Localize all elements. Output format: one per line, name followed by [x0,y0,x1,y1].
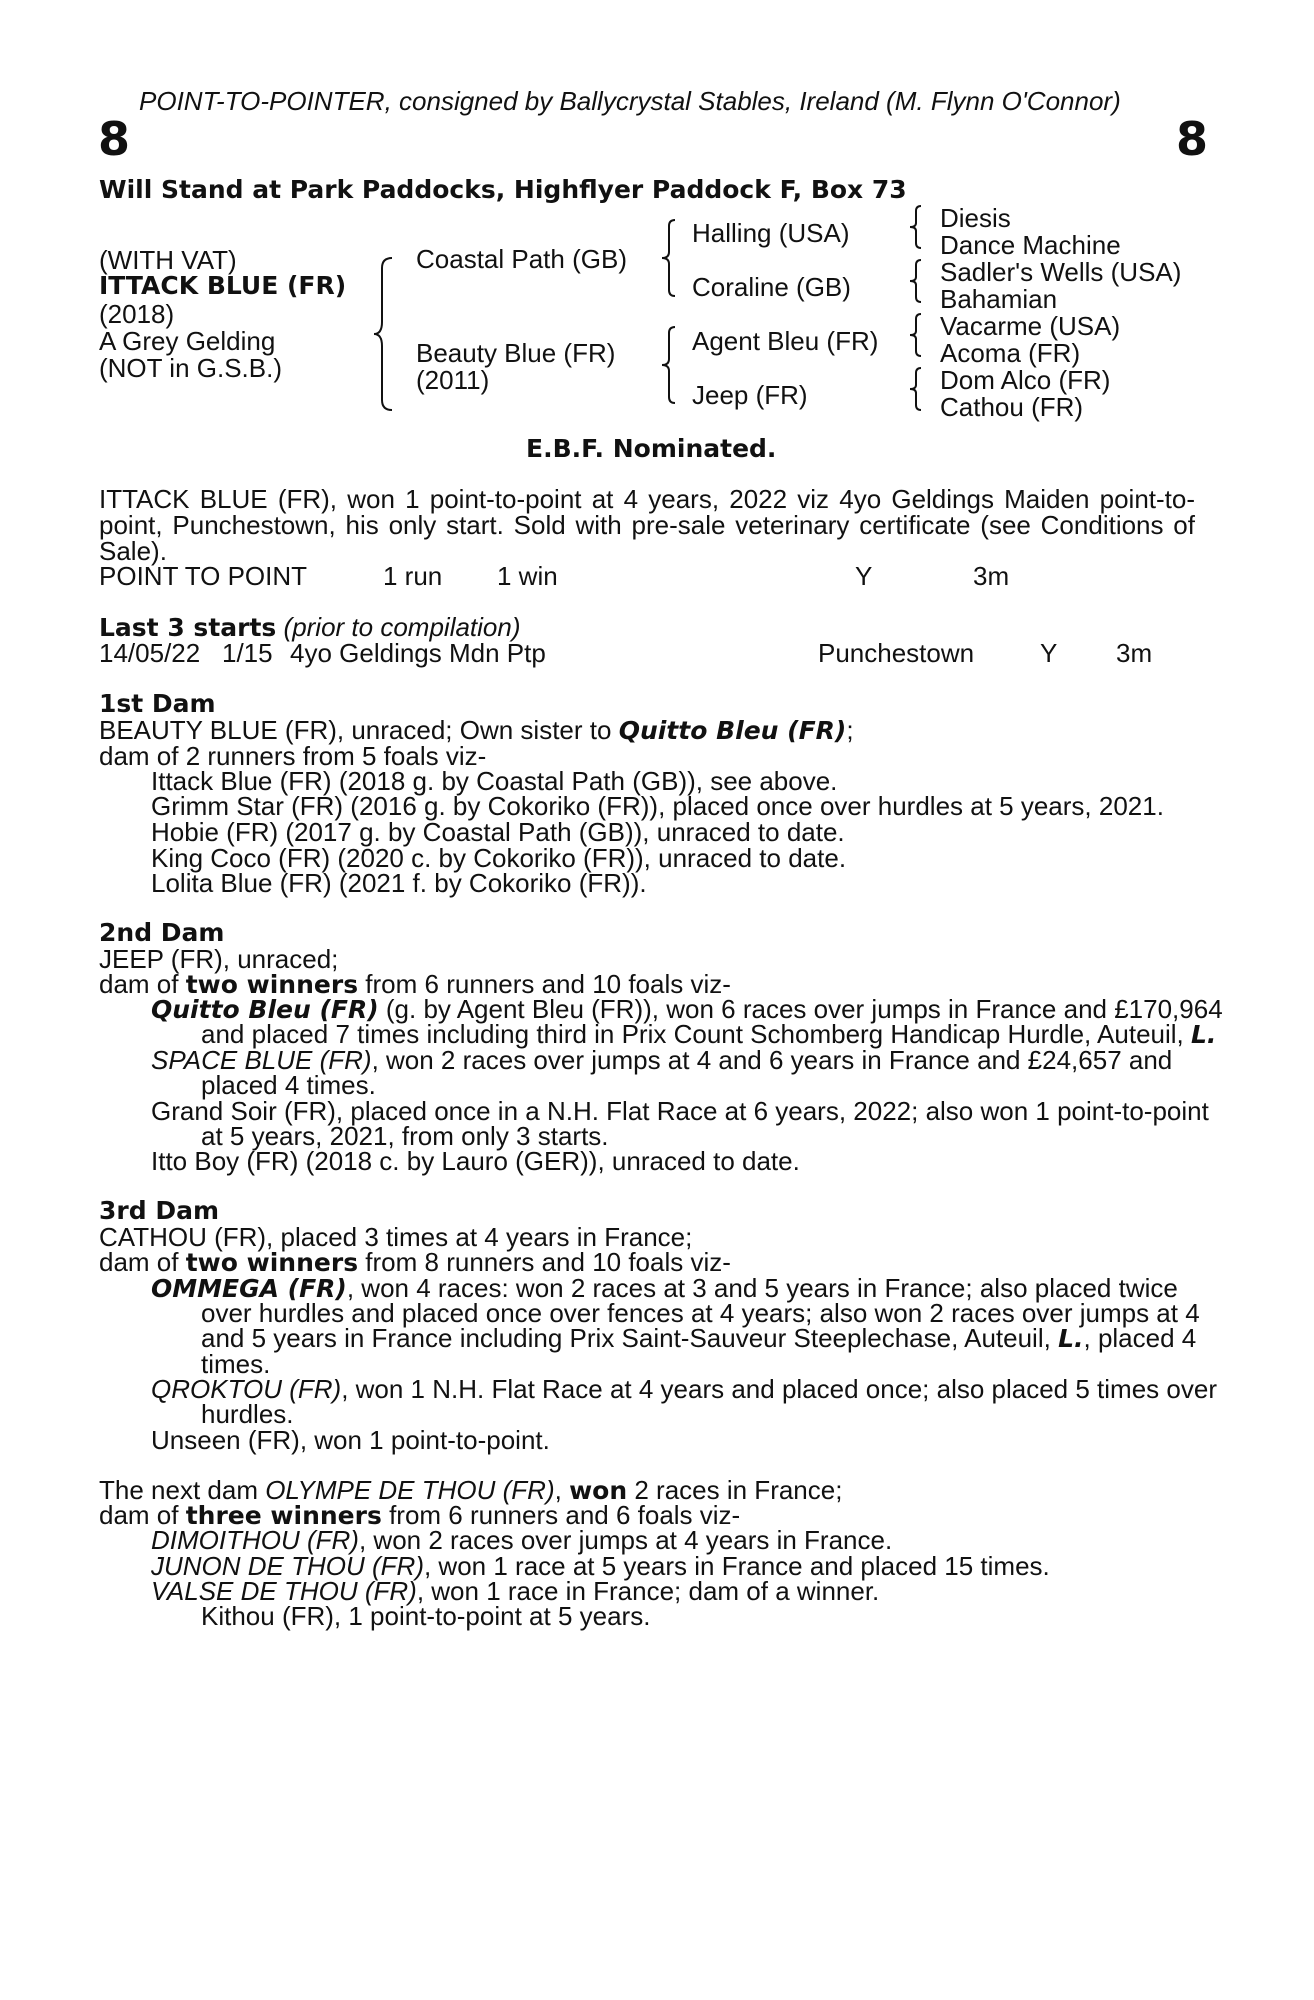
progeny-name: SPACE BLUE (FR) [151,1045,372,1075]
progeny-text: , won 1 N.H. Flat Race at 4 years and placed once; also placed 5 times over [341,1374,1217,1404]
progeny-name: VALSE DE THOU (FR) [151,1576,417,1606]
pedigree-brace-g3-3 [908,312,924,358]
progeny-text-tail: , placed 4 [1083,1323,1197,1353]
first-dam-progeny-1: Ittack Blue (FR) (2018 g. by Coastal Path (GB)), see above. [151,766,838,796]
last-starts-heading [99,614,521,641]
g3-4: Bahamian [940,284,1058,314]
pedigree-brace-g3-2 [908,258,924,304]
third-dam-progeny-1-line4: times. [201,1349,271,1379]
record-distance: 3m [973,561,1010,591]
next-dam-line1-c: , [554,1475,570,1505]
dam-year: (2011) [416,365,490,395]
start-date: 14/05/22 [99,638,201,668]
third-dam-line2 [99,1249,731,1276]
start-distance: 3m [1116,638,1153,668]
first-dam-sister-link: Quitto Bleu (FR) [618,716,847,745]
horse-description: A Grey Gelding [99,326,276,356]
second-dam-progeny-3: Grand Soir (FR), placed once in a N.H. Flat Race at 6 years, 2022; also won 1 point-to-point [151,1096,1209,1126]
first-dam-line1 [99,717,854,744]
third-dam-line2-c: from 8 runners and 10 foals viz- [358,1247,731,1277]
dam-sire: Agent Bleu (FR) [692,326,879,356]
sire-dam: Coraline (GB) [692,272,851,302]
g3-5: Vacarme (USA) [940,311,1121,341]
race-summary: ITTACK BLUE (FR), won 1 point-to-point at 4 years, 2022 viz 4yo Geldings Maiden point-to-point, Punchestown, his only start. Sold with pre-sale veterinary certificate (see Conditions of Sale). [99,484,1195,566]
progeny-text: (g. by Agent Bleu (FR)), won 6 races over jumps in France and £170,964 [378,994,1223,1024]
g3-1: Diesis [940,203,1011,233]
progeny-text: , won 2 races over jumps at 4 and 6 years in France and £24,657 and [371,1045,1173,1075]
second-dam-line1: JEEP (FR), unraced; [99,944,339,974]
progeny-name: JUNON DE THOU (FR) [151,1551,424,1581]
last-starts-note: (prior to compilation) [283,612,521,642]
progeny-text: , won 2 races over jumps at 4 years in France. [358,1525,893,1555]
first-dam-line2: dam of 2 runners from 5 foals viz- [99,741,487,771]
progeny-name: Quitto Bleu (FR) [151,995,379,1024]
listed-grade: L. [1191,1020,1217,1049]
gsb-note: (NOT in G.S.B.) [99,353,282,383]
lot-number-left: 8 [98,112,131,166]
sire-sire: Halling (USA) [692,218,850,248]
first-dam-title: 1st Dam [99,689,216,718]
first-dam-line1-text: BEAUTY BLUE (FR), unraced; Own sister to [99,715,619,745]
next-dam-line2-c: from 6 runners and 6 foals viz- [381,1500,741,1530]
start-position: 1/15 [222,638,273,668]
first-dam-line1-end: ; [846,715,854,745]
first-dam-progeny-4: King Coco (FR) (2020 c. by Cokoriko (FR)), unraced to date. [151,843,847,873]
lot-number-right: 8 [1176,112,1209,166]
horse-name: ITTACK BLUE (FR) [99,271,347,300]
next-dam-line2-a: dam of [99,1500,186,1530]
record-going: Y [855,561,873,591]
dam-name: Beauty Blue (FR) [416,338,616,368]
second-dam-winners: two winners [185,970,359,999]
next-dam-won: won [569,1476,628,1505]
g3-8: Cathou (FR) [940,392,1084,422]
last-starts-title: Last 3 starts [99,613,277,642]
third-dam-line2-a: dam of [99,1247,186,1277]
g3-7: Dom Alco (FR) [940,365,1111,395]
start-race: 4yo Geldings Mdn Ptp [290,638,546,668]
pedigree-brace-dam [660,325,678,405]
progeny-name: QROKTOU (FR) [151,1374,342,1404]
third-dam-progeny-3: Unseen (FR), won 1 point-to-point. [151,1425,550,1455]
second-dam-progeny-4: Itto Boy (FR) (2018 c. by Lauro (GER)), unraced to date. [151,1146,800,1176]
ebf-nominated: E.B.F. Nominated. [526,434,777,463]
pedigree-brace-g3-1 [908,204,924,250]
first-dam-progeny-3: Hobie (FR) (2017 g. by Coastal Path (GB)), unraced to date. [151,817,845,847]
third-dam-title: 3rd Dam [99,1196,219,1225]
next-dam-name: OLYMPE DE THOU (FR) [265,1475,555,1505]
third-dam-line1: CATHOU (FR), placed 3 times at 4 years in France; [99,1222,693,1252]
pedigree-brace-sire [660,218,678,298]
next-dam-winners: three winners [185,1501,382,1530]
third-dam-progeny-2-cont: hurdles. [201,1399,294,1429]
second-dam-progeny-2-cont: placed 4 times. [201,1070,376,1100]
next-dam-line1-e: 2 races in France; [627,1475,843,1505]
first-dam-progeny-2: Grimm Star (FR) (2016 g. by Cokoriko (FR)), placed once over hurdles at 5 years, 2021. [151,791,1164,821]
second-dam-line2-a: dam of [99,969,186,999]
progeny-text: , won 1 race at 5 years in France and placed 15 times. [423,1551,1050,1581]
next-dam-progeny-1 [151,1527,892,1553]
vat-note: (WITH VAT) [99,245,237,275]
third-dam-progeny-1-line2: over hurdles and placed once over fences at 4 years; also won 2 races over jumps at 4 [201,1298,1200,1328]
third-dam-progeny-2 [151,1376,1217,1402]
progeny-name: OMMEGA (FR) [151,1274,347,1303]
record-wins: 1 win [497,561,558,591]
progeny-text: , won 1 race in France; dam of a winner. [416,1576,880,1606]
g3-3: Sadler's Wells (USA) [940,257,1182,287]
progeny-name: DIMOITHOU (FR) [151,1525,359,1555]
pedigree-brace-g3-4 [908,366,924,412]
next-dam-progeny-4: Kithou (FR), 1 point-to-point at 5 years. [201,1601,651,1631]
second-dam-progeny-3-cont: at 5 years, 2021, from only 3 starts. [201,1121,609,1151]
progeny-text: , won 4 races: won 2 races at 3 and 5 years in France; also placed twice [346,1273,1178,1303]
third-dam-progeny-1-line3 [201,1325,1196,1352]
next-dam-line1-a: The next dam [99,1475,266,1505]
horse-year: (2018) [99,299,175,329]
second-dam-progeny-1-cont [201,1021,1216,1048]
progeny-text-cont: and 5 years in France including Prix Saint-Sauveur Steeplechase, Auteuil, [201,1323,1059,1353]
record-label: POINT TO POINT [99,561,308,591]
progeny-text-cont: and placed 7 times including third in Prix Count Schomberg Handicap Hurdle, Auteuil, [201,1019,1191,1049]
listed-grade: L. [1058,1324,1084,1353]
second-dam-title: 2nd Dam [99,918,225,947]
consignor-line: POINT-TO-POINTER, consigned by Ballycrystal Stables, Ireland (M. Flynn O'Connor) [139,86,1121,116]
record-runs: 1 run [383,561,443,591]
g3-2: Dance Machine [940,230,1121,260]
g3-6: Acoma (FR) [940,338,1081,368]
first-dam-progeny-5: Lolita Blue (FR) (2021 f. by Cokoriko (FR)). [151,868,647,898]
start-course: Punchestown [818,638,975,668]
stand-location: Will Stand at Park Paddocks, Highflyer Paddock F, Box 73 [99,175,907,204]
pedigree-brace-main [372,256,396,412]
second-dam-line2-c: from 6 runners and 10 foals viz- [358,969,731,999]
third-dam-winners: two winners [185,1248,359,1277]
start-going: Y [1040,638,1058,668]
dam-dam: Jeep (FR) [692,380,808,410]
sire-name: Coastal Path (GB) [416,244,627,274]
